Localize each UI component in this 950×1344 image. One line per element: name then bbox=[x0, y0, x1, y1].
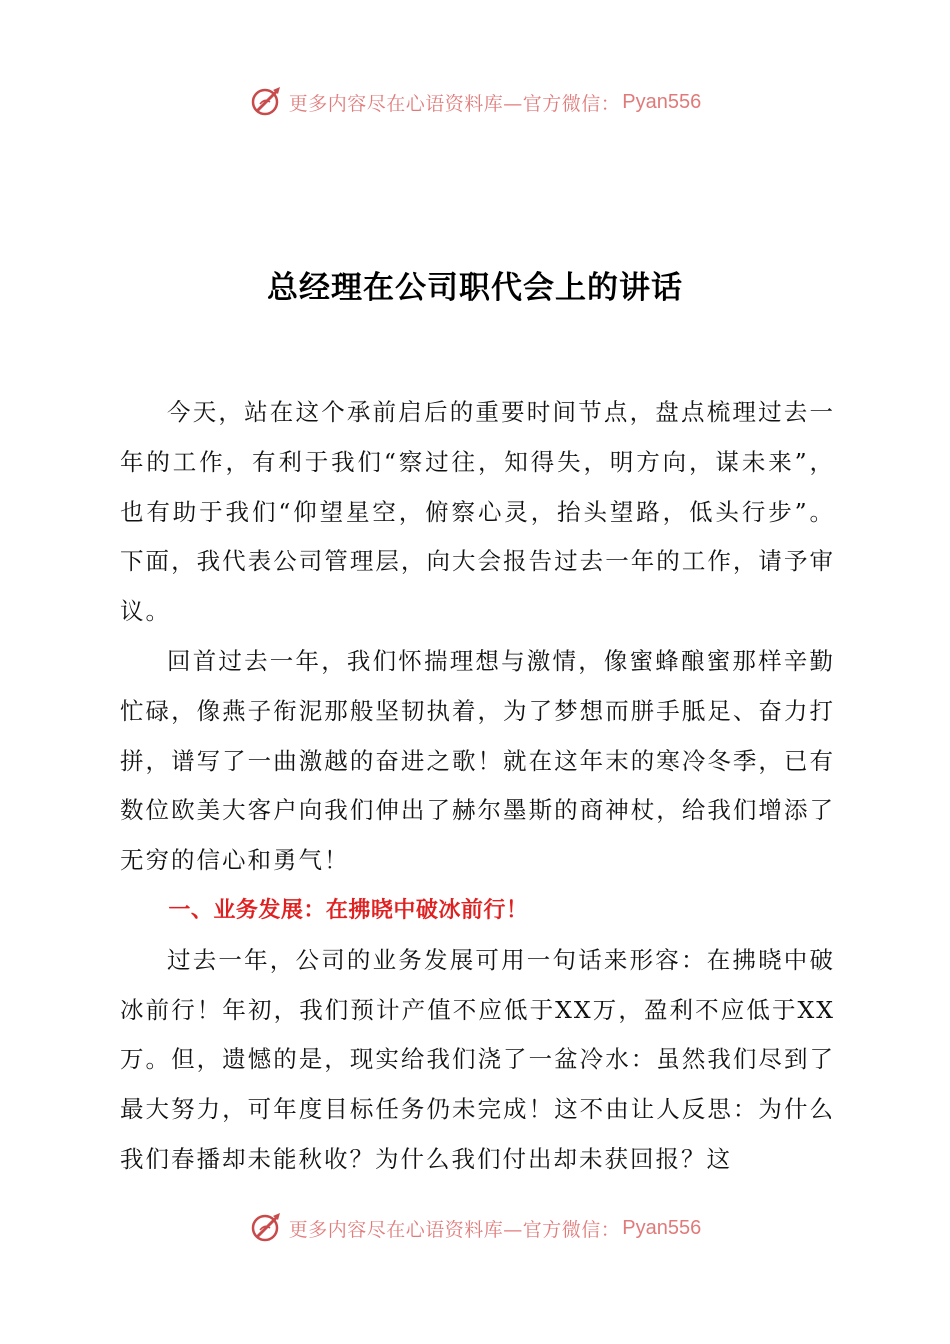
watermark-text: 更多内容尽在心语资料库—官方微信： bbox=[288, 1218, 621, 1241]
document-body bbox=[120, 388, 835, 1185]
watermark-text: 更多内容尽在心语资料库—官方微信： bbox=[288, 92, 621, 115]
watermark-wechat-id: Pyan556 bbox=[622, 1216, 702, 1239]
document-title: 总经理在公司职代会上的讲话 bbox=[267, 270, 683, 306]
section-heading: 一、业务发展：在拂晓中破冰前行！ bbox=[168, 897, 529, 923]
paragraph-business: 过去一年，公司的业务发展可用一句话来形容：在拂晓中破冰前行！年初，我们预计产值不应低于XX万，盈利不应低于XX万。但，遗憾的是，现实给我们浇了一盆冷水：虽然我们尽到了最大努力，可年度目标任务仍未完成！这不由让人反思：为什么我们春播却未能秋收？为什么我们付出却未获回报？这 bbox=[120, 945, 835, 1173]
watermark-wechat-id: Pyan556 bbox=[622, 90, 702, 113]
pen-logo-icon bbox=[249, 1210, 285, 1246]
paragraph-review: 回首过去一年，我们怀揣理想与激情，像蜜蜂酿蜜那样辛勤忙碌，像燕子衔泥那般坚韧执着，为了梦想而胼手胝足、奋力打拼，谱写了一曲激越的奋进之歌！就在这年末的寒冷冬季，已有数位欧美大客户向我们伸出了赫尔墨斯的商神杖，给我们增添了无穷的信心和勇气！ bbox=[120, 646, 835, 875]
paragraph-opening: 今天，站在这个承前启后的重要时间节点，盘点梳理过去一年的工作，有利于我们“察过往，知得失，明方向，谋未来”，也有助于我们“仰望星空，俯察心灵，抬头望路，低头行步”。下面，我代表公司管理层，向大会报告过去一年的工作，请予审议。 bbox=[120, 398, 835, 626]
pen-logo-icon bbox=[249, 84, 285, 120]
header-watermark bbox=[0, 82, 950, 122]
footer-watermark bbox=[0, 1208, 950, 1248]
